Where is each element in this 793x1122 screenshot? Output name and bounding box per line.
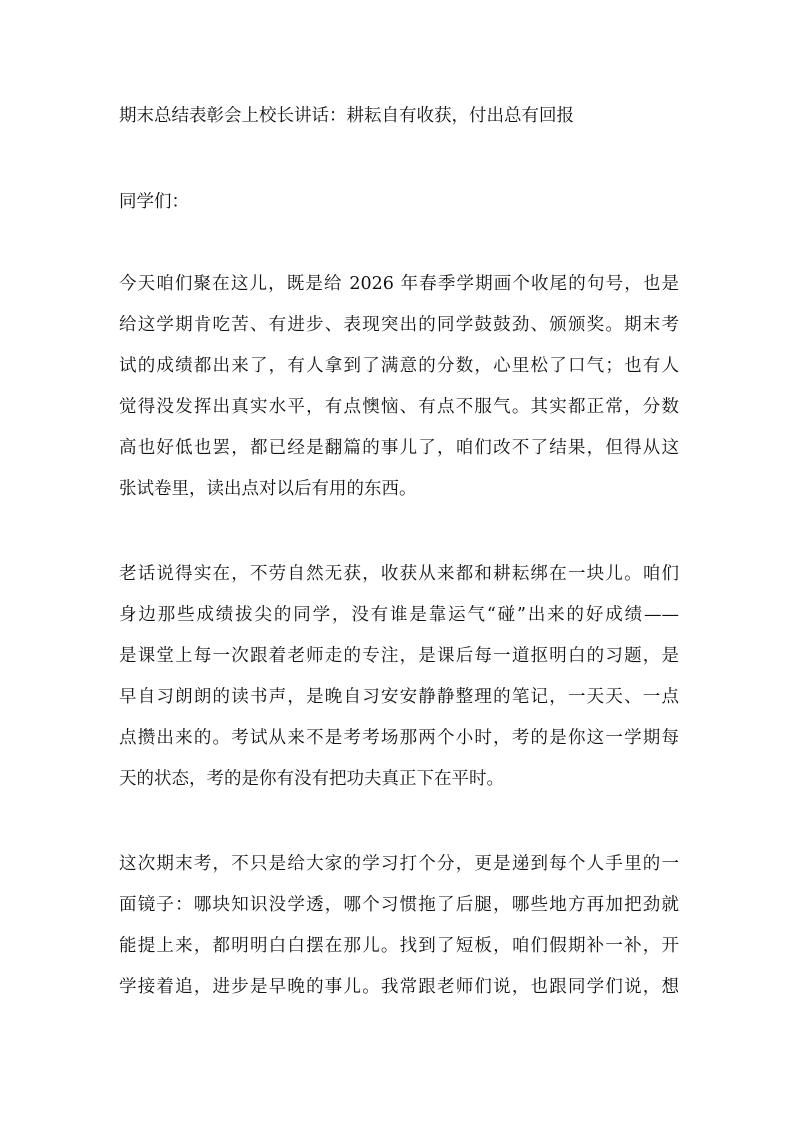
paragraph-line: 今天咱们聚在这儿，既是给 2026 年春季学期画个收尾的句号，也是 [119,274,679,294]
document-title: 期末总结表彰会上校长讲话：耕耘自有收获，付出总有回报 [119,106,574,126]
salutation: 同学们： [119,192,189,212]
paragraph-line: 试的成绩都出来了，有人拿到了满意的分数，心里松了口气；也有人 [119,356,679,376]
paragraph-line: 是课堂上每一次跟着老师走的专注，是课后每一道抠明白的习题，是 [119,646,679,666]
paragraph-line: 早自习朗朗的读书声，是晚自习安安静静整理的笔记，一天天、一点 [119,687,679,707]
paragraph-line: 能提上来，都明明白白摆在那儿。找到了短板，咱们假期补一补，开 [119,936,679,956]
paragraph-line: 高也好低也罢，都已经是翻篇的事儿了，咱们改不了结果，但得从这 [119,438,679,458]
paragraph-line: 身边那些成绩拔尖的同学，没有谁是靠运气“碰”出来的好成绩—— [119,605,679,625]
paragraph-line: 天的状态，考的是你有没有把功夫真正下在平时。 [119,769,504,789]
paragraph-line: 学接着追，进步是早晚的事儿。我常跟老师们说，也跟同学们说，想 [119,977,679,997]
paragraph-line: 老话说得实在，不劳自然无获，收获从来都和耕耘绑在一块儿。咱们 [119,564,679,584]
paragraph-line: 点攒出来的。考试从来不是考考场那两个小时，考的是你这一学期每 [119,728,679,748]
paragraph-line: 张试卷里，读出点对以后有用的东西。 [119,479,417,499]
paragraph-line: 给这学期肯吃苦、有进步、表现突出的同学鼓鼓劲、颁颁奖。期末考 [119,315,679,335]
paragraph-line: 这次期末考，不只是给大家的学习打个分，更是递到每个人手里的一 [119,854,679,874]
paragraph-line: 觉得没发挥出真实水平，有点懊恼、有点不服气。其实都正常，分数 [119,397,679,417]
paragraph-line: 面镜子：哪块知识没学透，哪个习惯拖了后腿，哪些地方再加把劲就 [119,895,679,915]
